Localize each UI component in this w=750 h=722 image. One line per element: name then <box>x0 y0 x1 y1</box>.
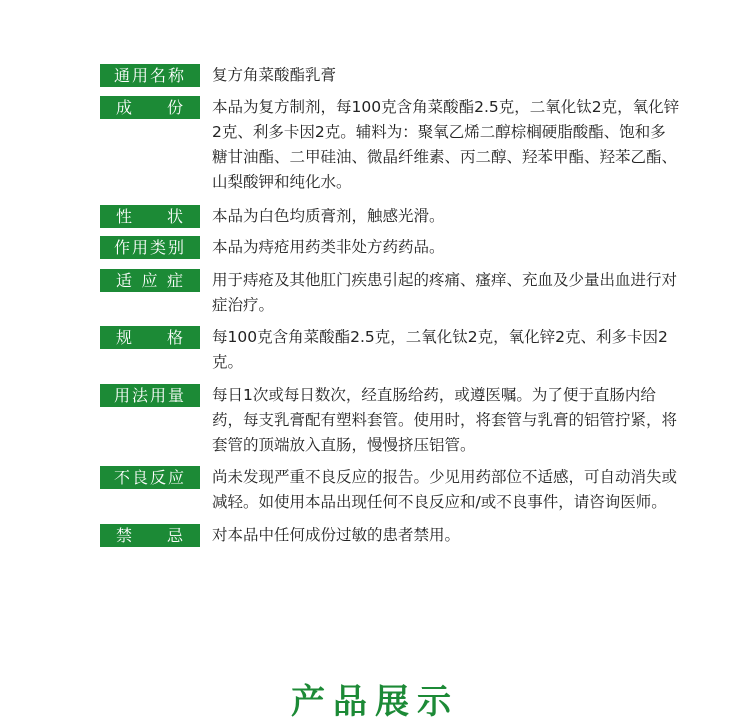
spec-row-appearance <box>100 205 680 229</box>
spec-label-adverse-reactions <box>100 466 200 489</box>
spec-row-dosage <box>100 384 680 458</box>
spec-label-char: 性 <box>116 207 134 226</box>
spec-row-category <box>100 236 680 260</box>
spec-label-text: 用法用量 <box>113 386 186 405</box>
spec-label-specification <box>100 326 200 349</box>
spec-row-adverse-reactions <box>100 466 680 515</box>
spec-label-char: 应 <box>141 271 159 290</box>
spec-value-indications: 用于痔疮及其他肛门疾患引起的疼痛、瘙痒、充血及少量出血进行对症治疗。 <box>212 271 678 314</box>
spec-value-ingredients: 本品为复方制剂，每100克含角菜酸酯2.5克，二氧化钛2克，氧化锌2克、利多卡因2克。辅料为：聚氧乙烯二醇棕榈硬脂酸酯、饱和多糖甘油酯、二甲硅油、微晶纤维素、丙二醇、羟苯甲酯、羟苯乙酯、山梨酸钾和纯化水。 <box>212 98 680 191</box>
spec-label-text: 作用类别 <box>113 238 186 257</box>
spec-value-contraindications: 对本品中任何成份过敏的患者禁用。 <box>212 526 461 544</box>
spec-label-char: 忌 <box>166 526 184 545</box>
spec-label-appearance <box>100 205 200 228</box>
product-spec-list <box>100 64 680 548</box>
spec-label-char: 规 <box>116 328 134 347</box>
spec-row-specification <box>100 326 680 375</box>
spec-row-contraindications <box>100 524 680 548</box>
product-display-heading: 产品展示 <box>291 682 459 722</box>
spec-value-dosage: 每日1次或每日数次，经直肠给药，或遵医嘱。为了便于直肠内给药，每支乳膏配有塑料套管。使用时，将套管与乳膏的铝管拧紧，将套管的顶端放入直肠，慢慢挤压铝管。 <box>212 386 678 454</box>
spec-label-dosage <box>100 384 200 407</box>
spec-label-generic-name <box>100 64 200 87</box>
spec-label-char: 状 <box>166 207 184 226</box>
spec-value-category: 本品为痔疮用药类非处方药药品。 <box>212 238 445 256</box>
spec-label-char: 禁 <box>116 526 134 545</box>
spec-label-char: 成 <box>116 98 134 117</box>
spec-row-indications <box>100 269 680 318</box>
spec-row-ingredients <box>100 96 680 195</box>
spec-label-char: 格 <box>166 328 184 347</box>
spec-label-category <box>100 236 200 259</box>
spec-value-adverse-reactions: 尚未发现严重不良反应的报告。少见用药部位不适感，可自动消失或减轻。如使用本品出现任何不良反应和/或不良事件，请咨询医师。 <box>212 468 678 511</box>
spec-value-specification: 每100克含角菜酸酯2.5克，二氧化钛2克，氧化锌2克、利多卡因2克。 <box>212 328 668 371</box>
spec-value-appearance: 本品为白色均质膏剂，触感光滑。 <box>212 207 445 225</box>
spec-label-char: 适 <box>116 271 134 290</box>
spec-label-indications <box>100 269 200 292</box>
spec-label-char: 症 <box>166 271 184 290</box>
spec-label-char: 份 <box>166 98 184 117</box>
spec-label-text: 通用名称 <box>113 66 186 85</box>
spec-label-contraindications <box>100 524 200 547</box>
spec-row-generic-name <box>100 64 680 88</box>
spec-label-ingredients <box>100 96 200 119</box>
spec-value-generic-name: 复方角菜酸酯乳膏 <box>212 66 337 84</box>
spec-label-text: 不良反应 <box>113 468 186 487</box>
